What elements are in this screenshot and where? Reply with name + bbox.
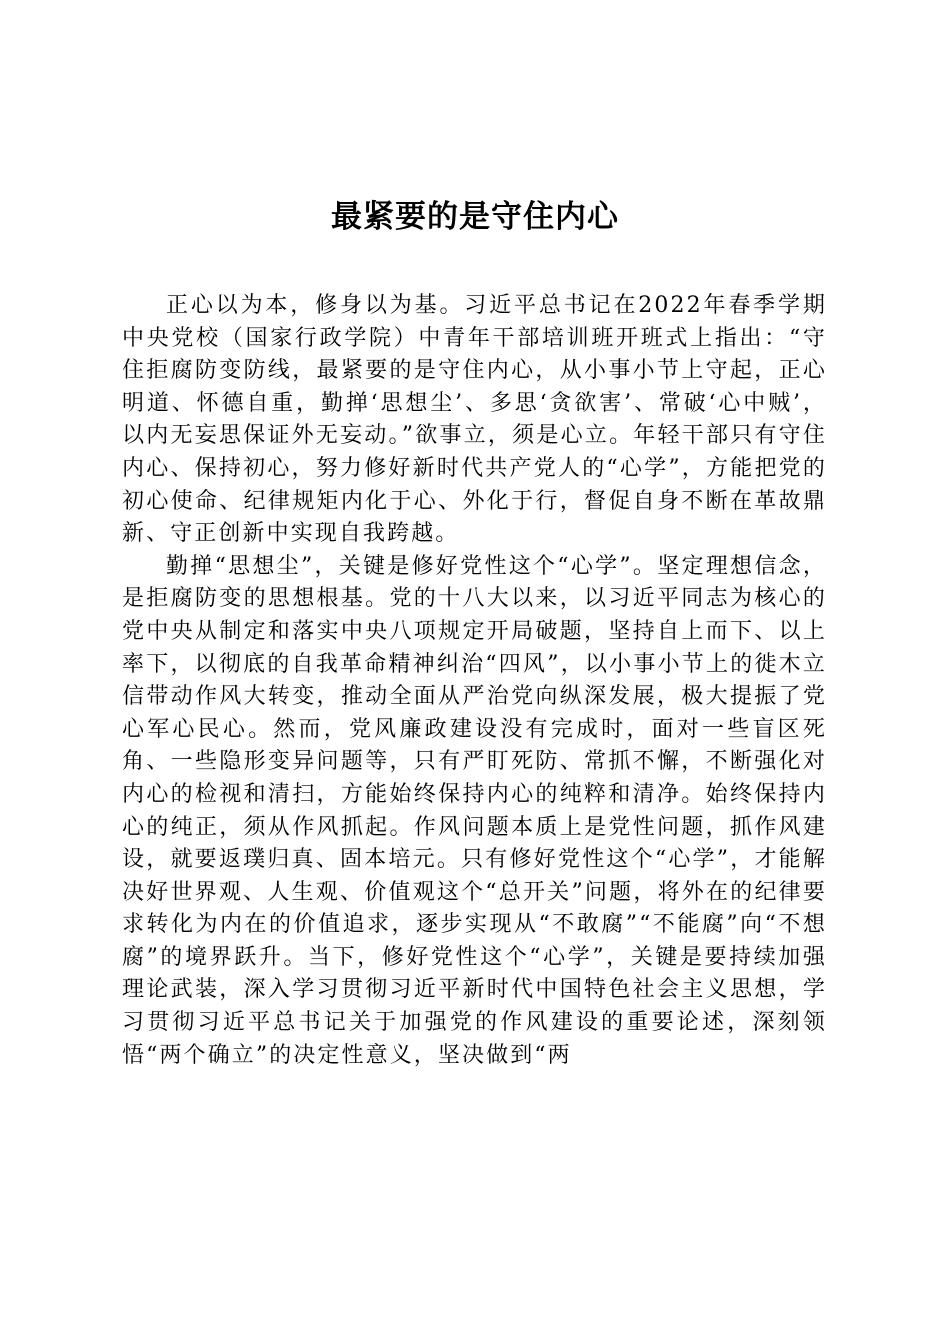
paragraph-2: 勤掸“思想尘”，关键是修好党性这个“心学”。坚定理想信念，是拒腐防变的思想根基。党的十八大以来，以习近平同志为核心的党中央从制定和落实中央八项规定开局破题，坚持自上而下、以上率下，以彻底的自我革命精神纠治“四风”，以小事小节上的徙木立信带动作风大转变，推动全面从严治党向纵深发展，极大提振了党心军心民心。然而，党风廉政建设没有完成时，面对一些盲区死角、一些隐形变异问题等，只有严盯死防、常抓不懈，不断强化对内心的检视和清扫，方能始终保持内心的纯粹和清净。始终保持内心的纯正，须从作风抓起。作风问题本质上是党性问题，抓作风建设，就要返璞归真、固本培元。只有修好党性这个“心学”，才能解决好世界观、人生观、价值观这个“总开关”问题，将外在的纪律要求转化为内在的价值追求，逐步实现从“不敢腐”“不能腐”向“不想腐”的境界跃升。当下，修好党性这个“心学”，关键是要持续加强理论武装，深入学习贯彻习近平新时代中国特色社会主义思想，学习贯彻习近平总书记关于加强党的作风建设的重要论述，深刻领悟“两个确立”的决定性意义，坚决做到“两 [122, 553, 827, 1068]
document-body [122, 290, 827, 1072]
document-title: 最紧要的是守住内心 [331, 199, 619, 235]
paragraph-1: 正心以为本，修身以为基。习近平总书记在2022年春季学期中央党校（国家行政学院）中青年干部培训班开班式上指出：“守住拒腐防变防线，最紧要的是守住内心，从小事小节上守起，正心明道、怀德自重，勤掸‘思想尘’、多思‘贪欲害’、常破‘心中贼’，以内无妄思保证外无妄动。”欲事立，须是心立。年轻干部只有守住内心、保持初心，努力修好新时代共产党人的“心学”，方能把党的初心使命、纪律规矩内化于心、外化于行，督促自身不断在革故鼎新、守正创新中实现自我跨越。 [122, 293, 827, 547]
